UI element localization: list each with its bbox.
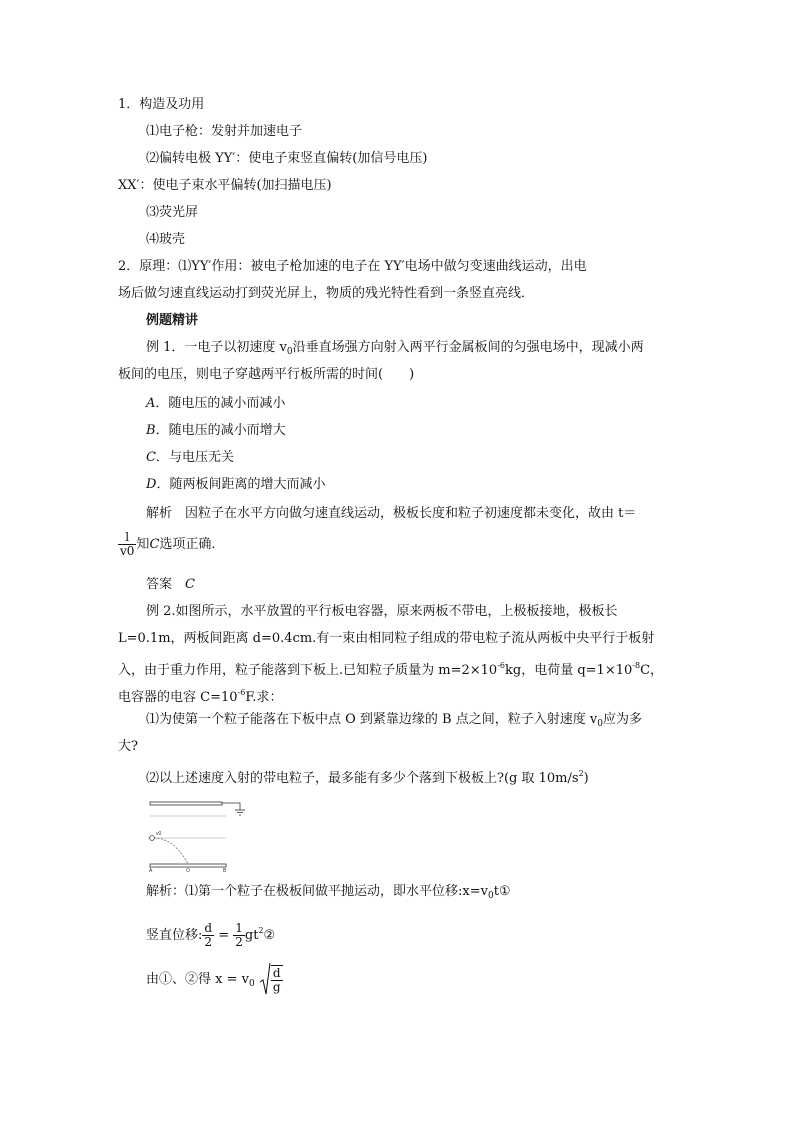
section1-item-5: ⑷玻壳 [146, 232, 186, 247]
q2-text-a: ⑵以上述速度入射的带电粒子，最多能有多少个落到下极板上?(g 取 10m/s [146, 771, 579, 786]
q1-text-b: 应为多 [602, 712, 642, 727]
option-text: ．随电压的减小而增大 [155, 423, 286, 438]
fraction-numerator: d [204, 921, 213, 935]
section1-title: 1．构造及功用 [118, 97, 205, 112]
v0-label: v0 [156, 831, 162, 837]
fraction-denominator: 2 [235, 935, 243, 949]
option-text: ．随电压的减小而减小 [155, 396, 286, 411]
example1-option-c [146, 445, 706, 471]
fraction-denominator: g [272, 979, 281, 994]
q1-sub: 0 [597, 719, 603, 729]
line4-text-a: 电容器的电容 C=10 [118, 690, 238, 705]
example1-line1-sub: 0 [286, 347, 293, 357]
point-a-label: A [149, 868, 153, 872]
line3-text-a: 入，由于重力作用，粒子能落到下板上.已知粒子质量为 m=2×10 [118, 663, 498, 678]
option-letter: C [146, 450, 156, 465]
radical-sign-icon [259, 962, 271, 996]
solution-line1-b: t① [493, 884, 511, 899]
trajectory-path [154, 838, 188, 864]
section-heading: 例题精讲 [146, 313, 199, 328]
analysis-tail-letter: C [149, 537, 160, 552]
gt-sup: 2 [258, 926, 264, 935]
example1-line1-text-b: 沿垂直场强方向射入两平行金属板间的匀强电场中，现减小两 [292, 340, 644, 355]
example1-answer [146, 572, 706, 598]
lower-plate [150, 864, 226, 867]
example2-question-2 [146, 761, 706, 792]
line3-sup-2: -8 [632, 661, 641, 670]
section1-item-4: ⑶荧光屏 [146, 205, 199, 220]
point-b-label: B [223, 868, 227, 872]
line3-sup-1: -6 [497, 661, 505, 670]
analysis-tail-b: 选项正确． [159, 537, 225, 552]
gt-text: gt [244, 928, 259, 943]
q2-text-b: ) [583, 771, 589, 786]
q1-text-a: ⑴为使第一个粒子能落在下板中点 O 到紧靠边缘的 B 点之间，粒子入射速度 v [146, 712, 598, 727]
solution-line-2 [146, 916, 706, 951]
fraction-l-over-v0 [118, 531, 136, 558]
section1-item-2: ⑵偏转电极 YY′：使电子束竖直偏转(加信号电压) [146, 151, 428, 166]
line3-text-b: kg，电荷量 q=1×10 [505, 663, 633, 678]
line4-text-b: F.求： [245, 690, 283, 705]
fraction-numerator: 1 [235, 921, 243, 935]
fraction-denominator: v0 [120, 544, 135, 558]
example2-question-1 [146, 707, 706, 737]
solution-line3-label: 由①、②得 x = v [146, 971, 249, 987]
line4-sup: -6 [237, 688, 246, 697]
solution-line1-a: 解析：⑴第一个粒子在极板间做平抛运动，即水平位移:x=v [146, 884, 488, 899]
analysis-tail-a: 知 [136, 537, 150, 552]
option-letter: A [146, 396, 156, 411]
example1-analysis-line-1: 解析 因粒子在水平方向做匀速直线运动，极板长度和粒子初速度都未变化，故由 t＝ [146, 506, 637, 521]
section2-line-2: 场后做匀速直线运动打到荧光屏上，物质的残光特性看到一条竖直亮线． [118, 286, 535, 301]
section2-line-1: 2．原理：⑴YY′作用：被电子枪加速的电子在 YY′电场中做匀变速曲线运动，出电 [118, 259, 587, 274]
fraction-d-over-g [271, 965, 283, 994]
example2-line-2: L=0.1m，两板间距离 d=0.4cm.有一束由相同粒子组成的带电粒子流从两板中央平行于板射 [118, 631, 655, 646]
example1-line-2: 板间的电压，则电子穿越两平行板所需的时间( ) [118, 367, 415, 382]
upper-plate [150, 802, 222, 805]
particle [150, 836, 155, 841]
option-text: ．随两板间距离的增大而减小 [156, 477, 326, 492]
solution-line-3 [146, 962, 706, 1001]
example1-analysis-line-2 [118, 530, 678, 560]
ground-wire [222, 803, 240, 810]
option-letter: D [146, 477, 157, 492]
section1-item-1: ⑴电子枪：发射并加速电子 [146, 124, 303, 139]
capacitor-figure [146, 794, 246, 872]
example2-question-1-cont: 大? [118, 739, 138, 754]
equals-sign: = [218, 928, 230, 943]
answer-label: 答案 [146, 577, 186, 592]
option-letter: B [146, 423, 156, 438]
example1-line-1 [146, 335, 706, 365]
circle-2: ② [263, 928, 276, 943]
square-root [259, 962, 283, 997]
q2-sup: 2 [578, 769, 584, 778]
example2-line-1: 例 2.如图所示，水平放置的平行板电容器，原来两板不带电，上极板接地，极板长 [146, 604, 618, 619]
line3-text-c: C， [640, 663, 664, 678]
fraction-d-over-2 [202, 922, 214, 949]
solution-line1-sub: 0 [487, 891, 494, 901]
point-o-label: O [186, 868, 190, 872]
solution-line2-label: 竖直位移: [146, 928, 203, 943]
solution-line-1 [146, 879, 706, 909]
fraction-denominator: 2 [204, 935, 213, 949]
option-text: ．与电压无关 [155, 450, 234, 465]
section1-item-3: XX′：使电子束水平偏转(加扫描电压) [118, 178, 332, 193]
answer-value: C [185, 577, 195, 592]
solution-line3-sub: 0 [248, 978, 255, 989]
fraction-1-over-2 [233, 922, 245, 949]
fraction-numerator: d [272, 965, 281, 980]
example1-line1-text-a: 例 1．一电子以初速度 v [146, 340, 287, 355]
example1-option-b [146, 418, 706, 444]
example1-option-d [146, 472, 706, 498]
example1-option-a [146, 391, 706, 417]
fraction-numerator: l [118, 531, 136, 545]
